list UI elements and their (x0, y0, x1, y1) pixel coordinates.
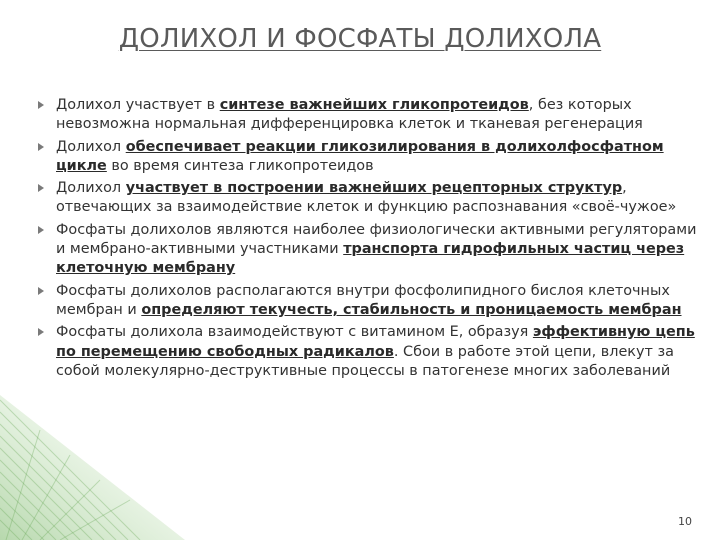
bullet-item (36, 179, 700, 218)
page-number: 10 (678, 515, 692, 528)
bullet-list (36, 96, 700, 384)
triangle-right-icon (38, 226, 44, 234)
bullet-emphasis: обеспечивает реакции гликозилирования в долихолфосфатном цикле (56, 138, 664, 174)
bullet-text: Фосфаты долихолов являются наиболее физиологически активными регуляторами и мембрано-активными участниками (56, 221, 697, 258)
bullet-text: , без которых невозможна нормальная дифференцировка клеток и тканевая регенерация (56, 97, 643, 133)
slide-title: ДОЛИХОЛ И ФОСФАТЫ ДОЛИХОЛА (118, 24, 602, 54)
triangle-right-icon (38, 328, 44, 336)
bullet-item (36, 138, 700, 177)
bullet-text: , отвечающих за взаимодействие клеток и функцию распознавания «своё-чужое» (56, 180, 677, 216)
bullet-text: Долихол (56, 138, 126, 155)
triangle-right-icon (38, 101, 44, 109)
bullet-text: . Сбои в работе этой цепи, влекут за собой молекулярно-деструктивные процессы в патогенезе многих заболеваний (56, 343, 674, 379)
bullet-text: Долихол участвует в (56, 97, 220, 113)
bullet-item (36, 282, 700, 321)
triangle-right-icon (38, 287, 44, 295)
triangle-right-icon (38, 184, 44, 192)
bullet-emphasis: эффективную цепь по перемещению свободных радикалов (56, 324, 695, 360)
bullet-text: Фосфаты долихолов располагаются внутри фосфолипидного бислоя клеточных мембран и (56, 282, 670, 318)
bullet-emphasis: участвует в построении важнейших рецепторных структур (125, 180, 623, 197)
bullet-item (36, 323, 700, 381)
bullet-text: Фосфаты долихола взаимодействуют с витамином Е, образуя (56, 324, 533, 341)
bullet-text: Долихол (56, 180, 126, 197)
triangle-right-icon (38, 143, 44, 151)
bullet-emphasis: определяют текучесть, стабильность и проницаемость мембран (141, 301, 682, 318)
bullet-emphasis: транспорта гидрофильных частиц через клеточную мембрану (56, 241, 685, 277)
bullet-item (36, 221, 700, 279)
bullet-emphasis: синтезе важнейших гликопротеидов (219, 97, 529, 113)
bullet-text: во время синтеза гликопротеидов (106, 157, 374, 174)
bullet-item (36, 96, 700, 135)
